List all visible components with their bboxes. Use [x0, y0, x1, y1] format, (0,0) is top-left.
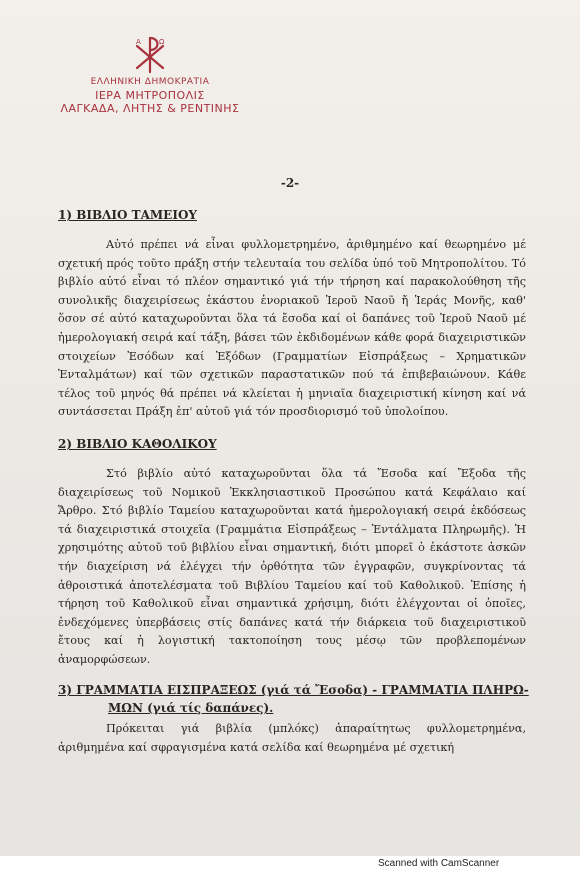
- section-3-text: Πρόκειται γιά βιβλία (μπλόκς) ἀπαραίτητως φυλλομετρημένα, ἀριθμημένα καί σφραγισμένα κατά σελίδα καί θεωρημένα μέ σχετική: [58, 722, 526, 754]
- section-1-text: Αὐτό πρέπει νά εἶναι φυλλομετρημένο, ἀριθμημένο καί θεωρημένο μέ σχετική πρός τοῦτο πράξη στήν τελευταία του σελίδα ὑπό τοῦ Μητροπολίτου. Τό βιβλίο αὐτό εἶναι τό πλέον σημαντικό γιά τήν τήρηση καί παρακολούθηση τῆς συνολικῆς διαχειρίσεως ἑκάστου ἐνοριακοῦ Ἱεροῦ Ναοῦ ἤ Ἱεράς Μονῆς, καθ' ὅσον σέ αὐτό καταχωροῦνται ὅλα τά ἔσοδα καί οἱ δαπάνες τοῦ Ἱεροῦ Ναοῦ μέ ἡμερολογιακή σειρά καί τάξη, βάσει τῶν ἐκδιδομένων κάθε φορά διαχειριστικῶν στοιχείων Ἐσόδων καί Ἐξόδων (Γραμματίων Εἰσπράξεως – Χρηματικῶν Ἐνταλμάτων) καί τῶν σχετικῶν παραστατικῶν πού τά ἐπιβεβαιώνουν. Κάθε τέλος τοῦ μηνός θά πρέπει νά κλείεται ἡ μηνιαῖα διαχειριστική κίνηση καί νά συντάσσεται Πράξη ἐπ' αὐτοῦ γιά τόν προσδιορισμό τοῦ ὑπολοίπου.: [58, 238, 526, 419]
- letterhead-line-3: ΛΑΓΚΑΔΑ, ΛΗΤΗΣ & ΡΕΝΤΙΝΗΣ: [60, 102, 240, 115]
- section-1-title: 1) ΒΙΒΛΙΟ ΤΑΜΕΙΟΥ: [58, 208, 197, 222]
- letterhead: [50, 34, 250, 115]
- chi-rho-seal-icon: [130, 34, 170, 74]
- scanner-watermark: Scanned with CamScanner: [378, 858, 500, 869]
- page-number: -2-: [280, 176, 300, 190]
- section-3-title-line-1: 3) ΓΡΑΜΜΑΤΙΑ ΕΙΣΠΡΑΞΕΩΣ (γιά τά Ἔσοδα) - ΓΡΑΜΜΑΤΙΑ ΠΛΗΡΩ-: [58, 683, 529, 697]
- section-2-title: 2) ΒΙΒΛΙΟ ΚΑΘΟΛΙΚΟΥ: [58, 437, 217, 451]
- section-2-text: Στό βιβλίο αὐτό καταχωροῦνται ὅλα τά Ἔσοδα καί Ἔξοδα τῆς διαχειρίσεως τοῦ Νομικοῦ Ἐκκλησιαστικοῦ Προσώπου κατά Κεφάλαιο καί Ἄρθρο. Στό βιβλίο Ταμείου καταχωροῦνται κατά ἡμερολογιακή σειρά ἐκδόσεως τά διαχειριστικά στοιχεῖα (Γραμμάτια Εἰσπράξεως – Ἐντάλματα Πληρωμῆς). Ἡ χρησιμότης αὐτοῦ τοῦ βιβλίου εἶναι σημαντική, διότι μπορεῖ ὁ ἑκάστοτε ἀσκῶν τήν διαχείριση νά ἐλέγχει τήν ὀρθότητα τῶν ἐγγραφῶν, συγκρίνοντας τά ἀθροιστικά ἀποτελέσματα τοῦ Βιβλίου Ταμείου καί τοῦ Καθολικοῦ. Ἐπίσης ἡ τήρηση τοῦ Καθολικοῦ εἶναι σημαντικά χρήσιμη, διότι ἐλέγχονται οἱ ὁποῖες, ἐνδεχόμενες ὑπερβάσεις στίς δαπάνες κατά τήν διάρκεια τοῦ διαχειριστικοῦ ἔτους καί ἡ λογιστική τακτοποίηση τους μέσῳ τῶν προβλεπομένων ἀναμορφώσεων.: [58, 467, 526, 666]
- svg-text:Ω: Ω: [159, 38, 165, 46]
- letterhead-line-1: ΕΛΛΗΝΙΚΗ ΔΗΜΟΚΡΑΤΙΑ: [90, 77, 210, 87]
- section-3-title-line-2: ΜΩΝ (γιά τίς δαπάνες).: [108, 701, 274, 715]
- svg-text:Α: Α: [136, 38, 141, 46]
- letterhead-line-2: ΙΕΡΑ ΜΗΤΡΟΠΟΛΙΣ: [95, 89, 205, 102]
